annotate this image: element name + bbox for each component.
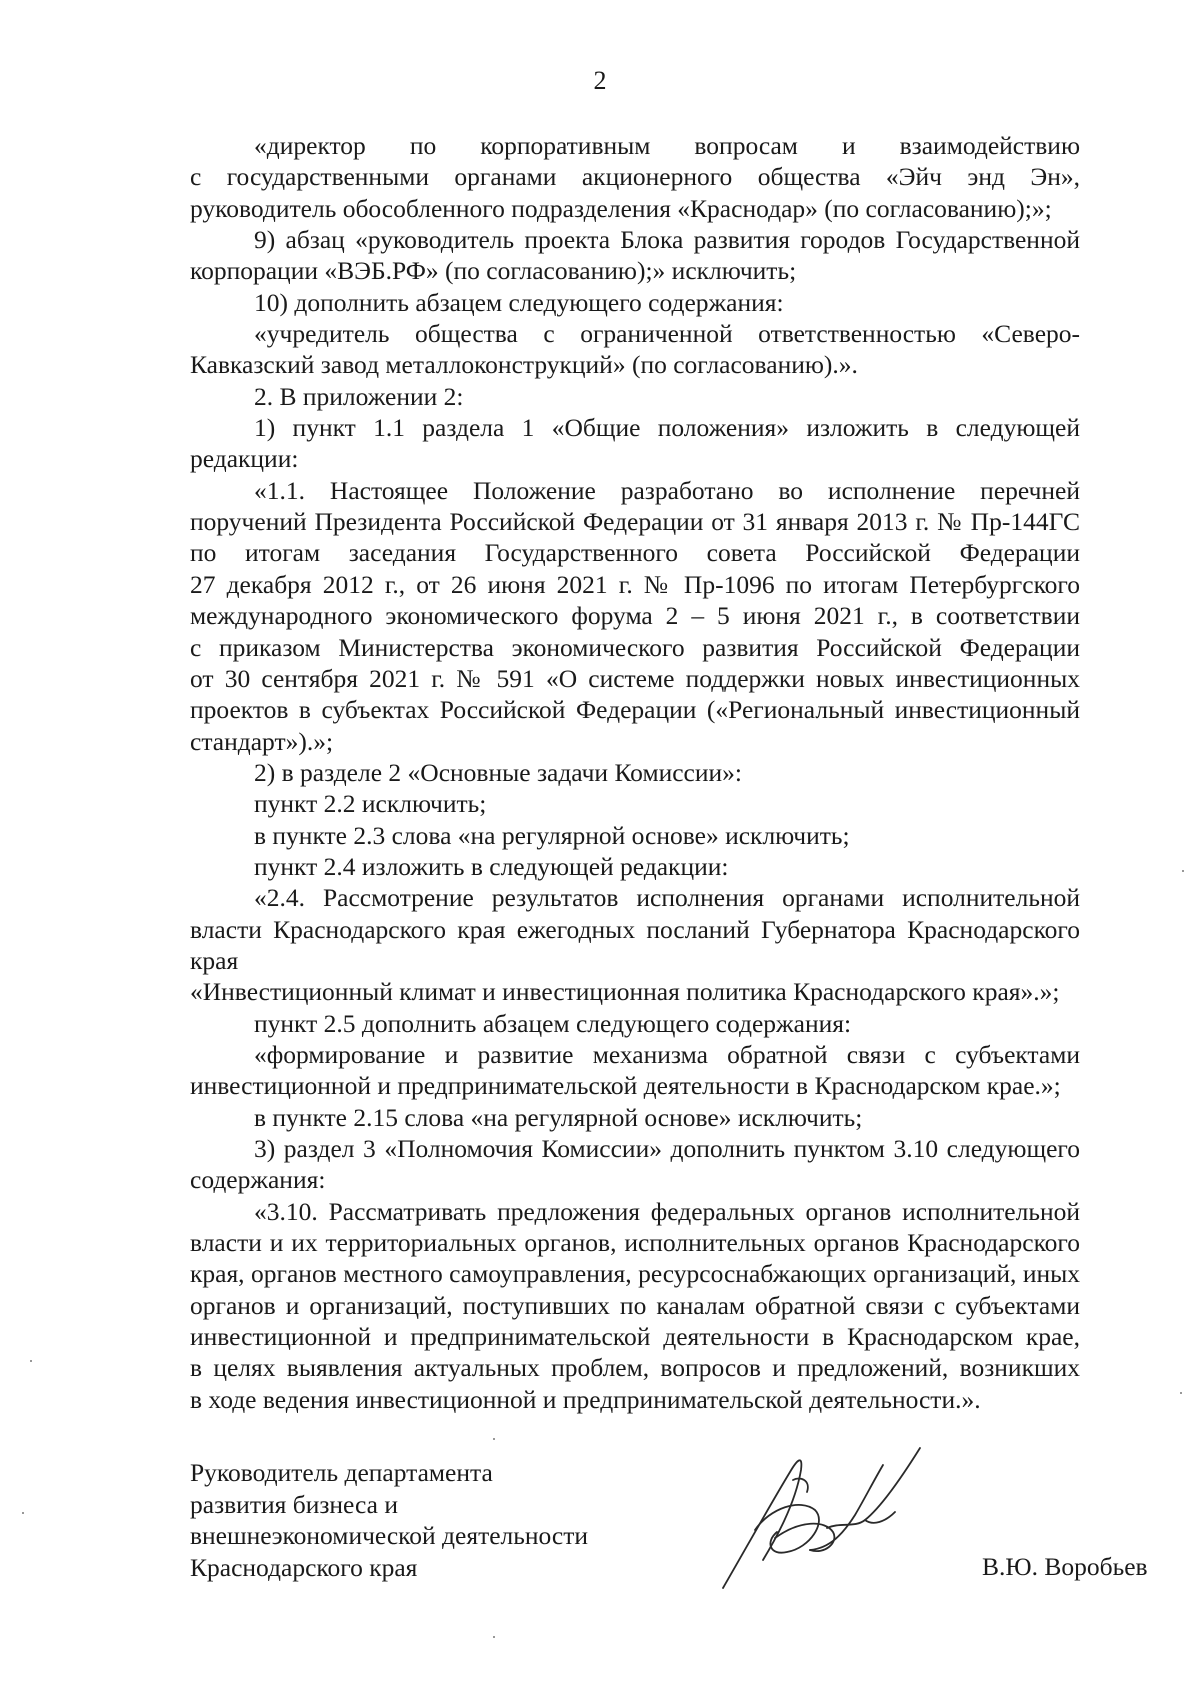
scan-speck	[1180, 1392, 1182, 1394]
document-body	[190, 130, 1080, 1415]
text-line: власти Краснодарского края ежегодных посланий Губернатора Краснодарского края	[190, 914, 1080, 975]
text-line: руководитель обособленного подразделения «Краснодар» (по согласованию);»;	[190, 193, 1052, 223]
paragraph	[190, 1102, 1080, 1133]
text-line: пункт 2.4 изложить в следующей редакции:	[254, 851, 729, 881]
text-line: 10) дополнить абзацем следующего содержания:	[254, 287, 784, 317]
page-number: 2	[593, 66, 607, 95]
scan-speck	[22, 1512, 24, 1514]
paragraph	[190, 1133, 1080, 1196]
text-line: власти и их территориальных органов, исполнительных органов Краснодарского	[190, 1228, 1080, 1258]
paragraph	[190, 381, 1080, 412]
text-line: от 30 сентября 2021 г. № 591 «О системе поддержки новых инвестиционных	[190, 663, 1080, 693]
text-line: стандарт»).»;	[190, 726, 334, 756]
paragraph	[190, 287, 1080, 318]
paragraph	[190, 412, 1080, 475]
text-line: в пункте 2.15 слова «на регулярной основе» исключить;	[254, 1102, 863, 1132]
text-line: международного экономического форума 2 – 5 июня 2021 г., в соответствии	[190, 601, 1080, 631]
paragraph	[190, 224, 1080, 287]
scan-speck	[493, 1438, 495, 1440]
position-line: внешнеэкономической деятельности	[190, 1521, 589, 1550]
paragraph	[190, 1039, 1080, 1102]
text-line: 3) раздел 3 «Полномочия Комиссии» дополнить пунктом 3.10 следующего	[254, 1134, 1080, 1163]
scan-speck	[30, 1360, 32, 1362]
text-line: края, органов местного самоуправления, ресурсоснабжающих организаций, иных	[190, 1259, 1080, 1289]
paragraph	[190, 475, 1080, 757]
handwritten-signature	[715, 1410, 935, 1600]
text-line: 9) абзац «руководитель проекта Блока развития городов Государственной	[254, 225, 1080, 255]
text-line: в ходе ведения инвестиционной и предпринимательской деятельности.».	[190, 1384, 981, 1414]
text-line: «Инвестиционный климат и инвестиционная политика Краснодарского края».»;	[190, 977, 1060, 1007]
paragraph	[190, 788, 1080, 819]
text-line: «2.4. Рассмотрение результатов исполнения органами исполнительной	[254, 883, 1080, 913]
text-line: поручений Президента Российской Федерации от 31 января 2013 г. № Пр-144ГС	[190, 507, 1080, 537]
text-line: проектов в субъектах Российской Федерации («Региональный инвестиционный	[190, 695, 1080, 725]
paragraph	[190, 882, 1080, 1007]
text-line: содержания:	[190, 1165, 326, 1195]
text-line: пункт 2.2 исключить;	[254, 789, 487, 819]
text-line: 2. В приложении 2:	[254, 381, 464, 411]
text-line: «3.10. Рассматривать предложения федеральных органов исполнительной	[254, 1196, 1080, 1226]
paragraph	[190, 1008, 1080, 1039]
text-line: инвестиционной и предпринимательской деятельности в Краснодарском крае,	[190, 1322, 1080, 1352]
position-line: Руководитель департамента	[190, 1458, 493, 1487]
text-line: «формирование и развитие механизма обратной связи с субъектами	[254, 1039, 1080, 1069]
text-line: с приказом Министерства экономического развития Российской Федерации	[190, 632, 1080, 662]
text-line: органов и организаций, поступивших по каналам обратной связи с субъектами	[190, 1290, 1080, 1320]
text-line: пункт 2.5 дополнить абзацем следующего содержания:	[254, 1008, 852, 1038]
text-line: Кавказский завод металлоконструкций» (по согласованию).».	[190, 350, 858, 380]
text-line: инвестиционной и предпринимательской деятельности в Краснодарском крае.»;	[190, 1071, 1061, 1101]
paragraph	[190, 318, 1080, 381]
paragraph	[190, 851, 1080, 882]
signatory-name: В.Ю. Воробьев	[982, 1552, 1148, 1581]
paragraph	[190, 820, 1080, 851]
paragraph	[190, 1196, 1080, 1415]
text-line: корпорации «ВЭБ.РФ» (по согласованию);» исключить;	[190, 256, 797, 286]
text-line: 1) пункт 1.1 раздела 1 «Общие положения» изложить в следующей	[254, 413, 1080, 443]
signatory-position	[190, 1457, 588, 1583]
position-line: развития бизнеса и	[190, 1489, 398, 1519]
position-line: Краснодарского края	[190, 1552, 418, 1582]
text-line: «директор по корпоративным вопросам и взаимодействию	[254, 131, 1080, 160]
scan-speck	[1182, 870, 1184, 872]
paragraph	[190, 757, 1080, 788]
text-line: «учредитель общества с ограниченной ответственностью «Северо-	[254, 319, 1080, 349]
text-line: с государственными органами акционерного общества «Эйч энд Эн»,	[190, 162, 1080, 192]
scan-speck	[493, 1636, 495, 1638]
text-line: в целях выявления актуальных проблем, вопросов и предложений, возникших	[190, 1353, 1080, 1383]
text-line: «1.1. Настоящее Положение разработано во исполнение перечней	[254, 475, 1080, 505]
text-line: 2) в разделе 2 «Основные задачи Комиссии»:	[254, 757, 742, 787]
paragraph	[190, 130, 1080, 224]
text-line: редакции:	[190, 444, 299, 474]
text-line: в пункте 2.3 слова «на регулярной основе» исключить;	[254, 820, 850, 850]
text-line: по итогам заседания Государственного совета Российской Федерации	[190, 538, 1080, 568]
text-line: 27 декабря 2012 г., от 26 июня 2021 г. № Пр-1096 по итогам Петербургского	[190, 569, 1080, 599]
